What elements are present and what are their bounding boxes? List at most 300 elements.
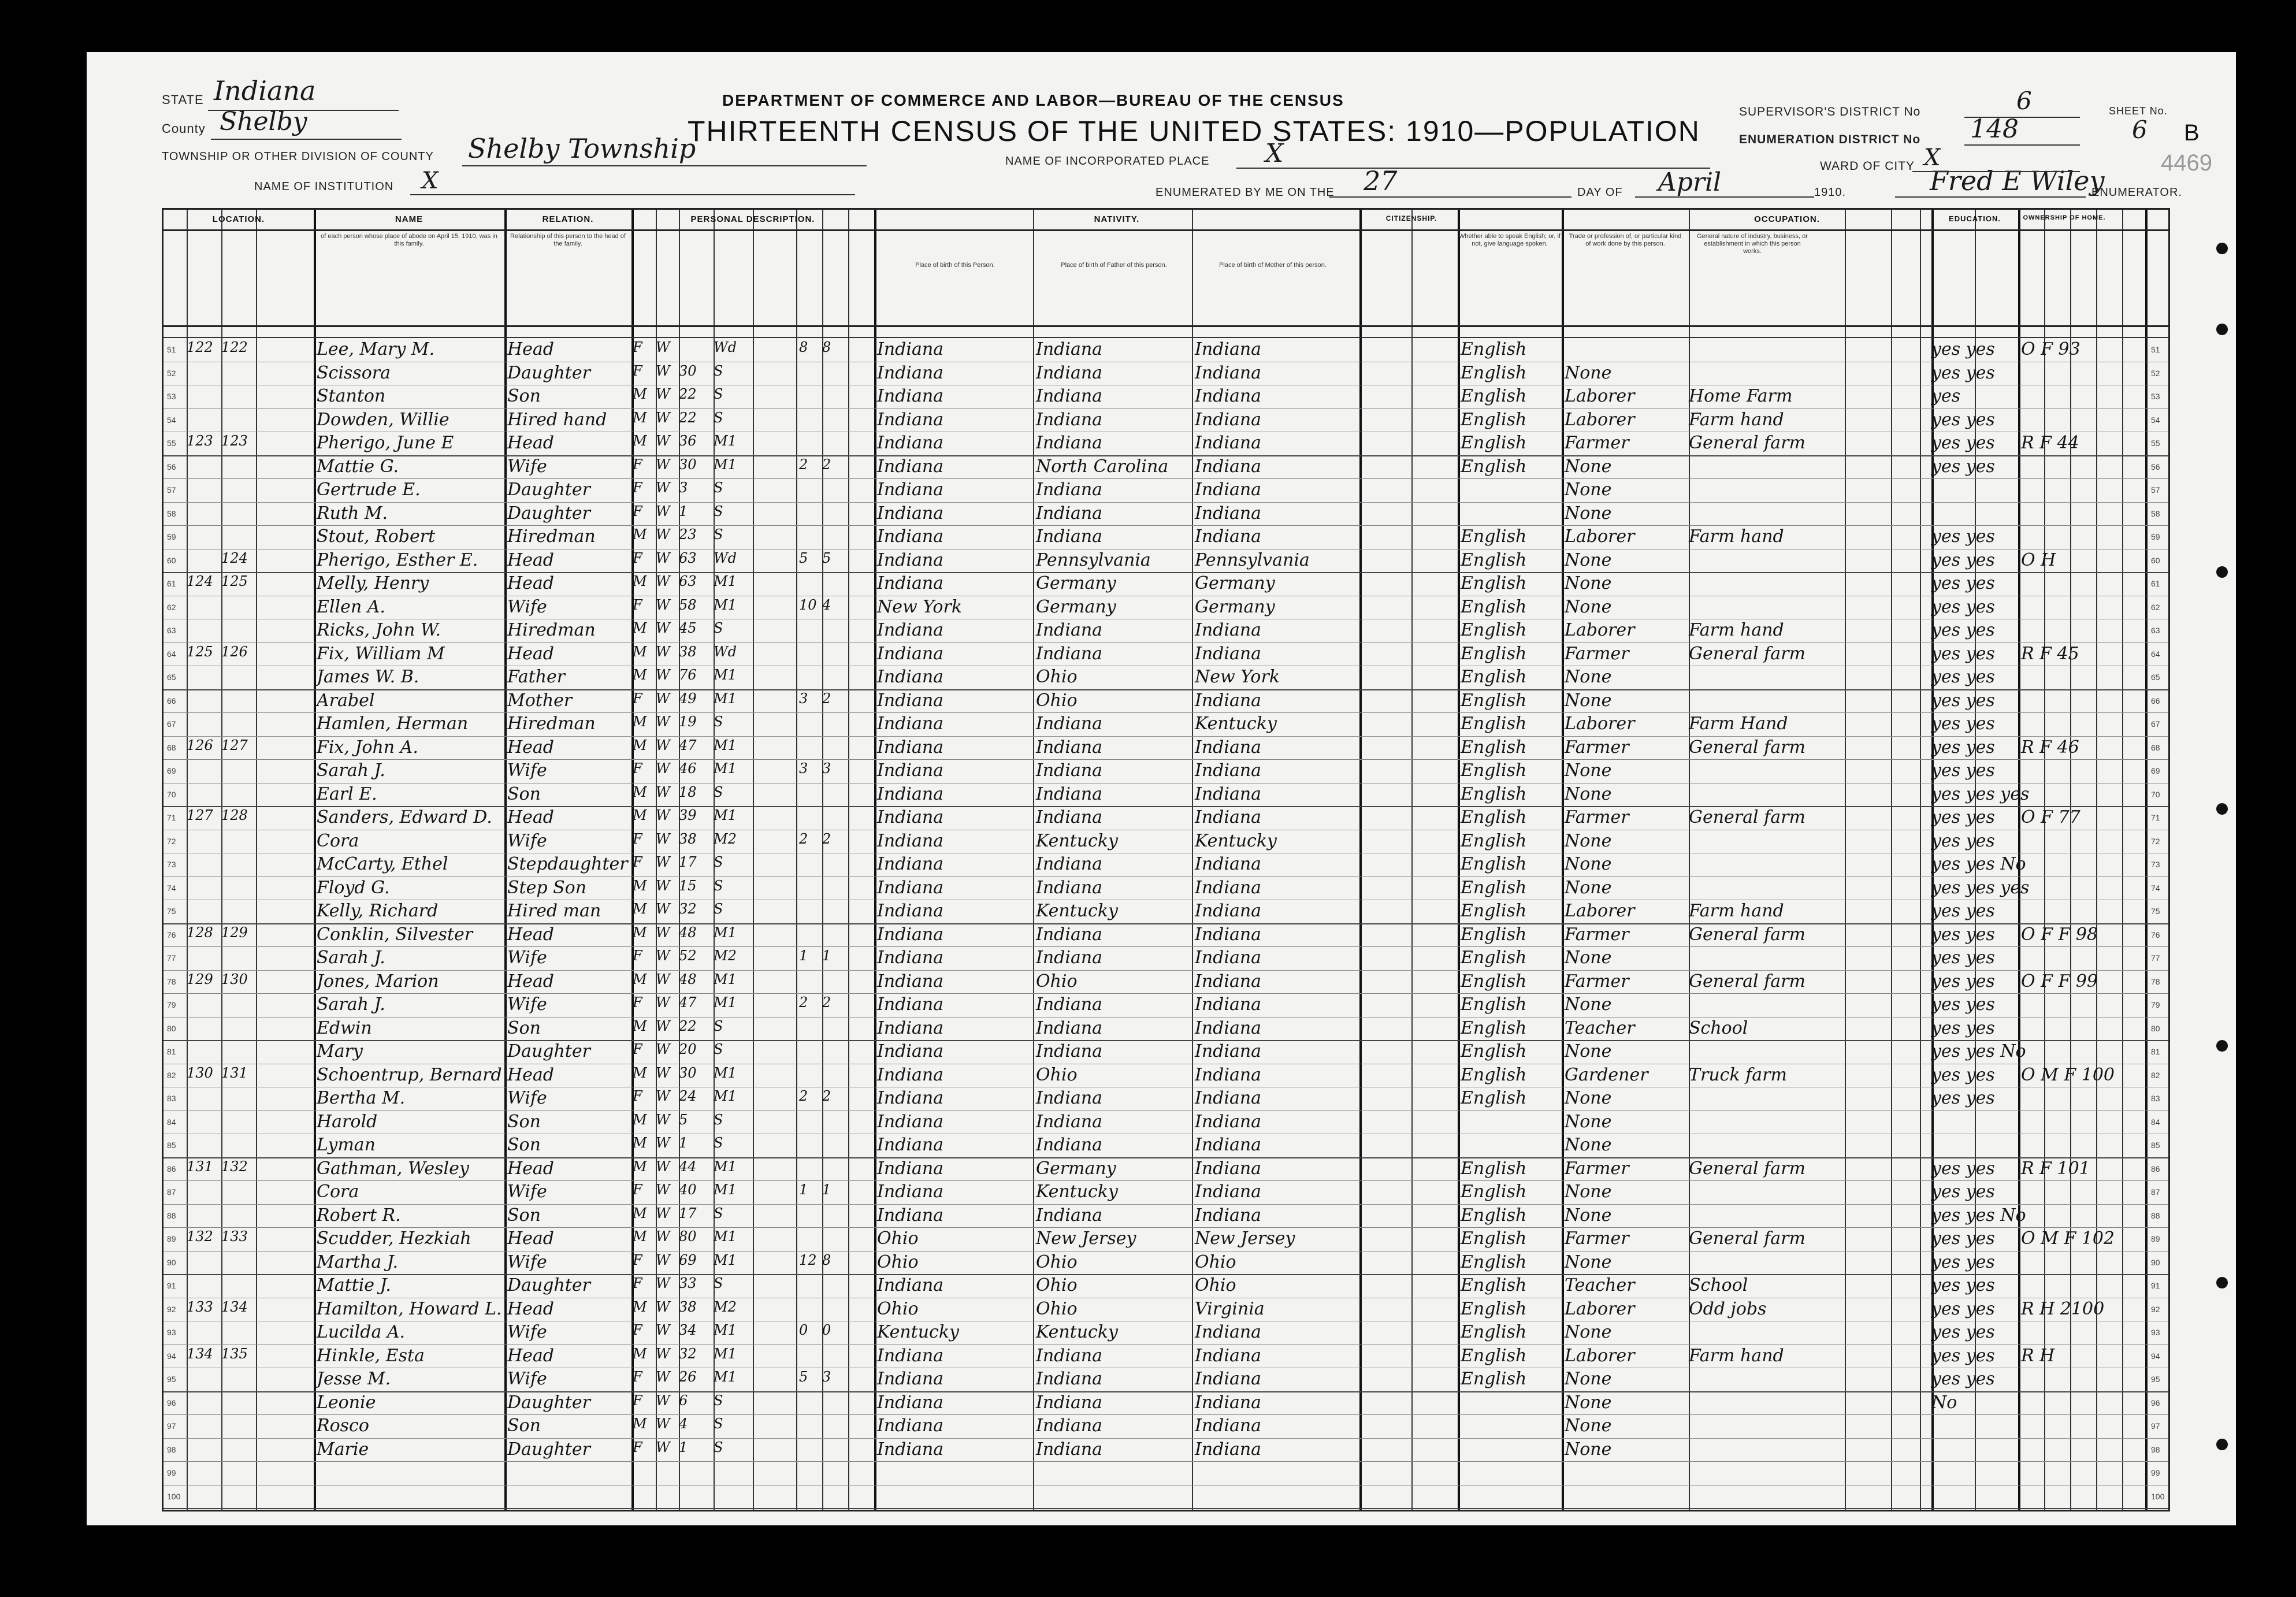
cell-mother: Indiana — [1195, 971, 1262, 991]
cell-name: Kelly, Richard — [317, 901, 439, 921]
cell-relation — [507, 1462, 631, 1485]
cell-trade: None — [1565, 503, 1612, 523]
cell-mother: Indiana — [1195, 480, 1262, 500]
line-number: 59 — [167, 532, 176, 541]
cell-mother: Indiana — [1195, 901, 1262, 921]
cell-family — [221, 1205, 256, 1228]
cell-age: 30 — [679, 1064, 697, 1081]
cell-marital: M1 — [714, 1322, 737, 1338]
cell-marital: M1 — [714, 1158, 737, 1175]
cell-relation: Hired man — [507, 901, 601, 921]
cell-relation: Wife — [507, 1088, 547, 1108]
cell-name — [317, 1486, 504, 1509]
cell-industry: Home Farm — [1689, 386, 1793, 406]
cell-marital: S — [714, 1111, 723, 1128]
cell-race: W — [656, 948, 670, 964]
cell-race: W — [656, 1298, 670, 1315]
line-number: 52 — [167, 368, 176, 378]
cell-born: 2 — [799, 994, 808, 1011]
cell-age: 44 — [679, 1158, 697, 1175]
cell-name: Melly, Henry — [317, 573, 429, 593]
cell-language — [1461, 1392, 1562, 1415]
cell-industry — [1689, 480, 1845, 502]
cell-language: English — [1461, 596, 1527, 617]
cell-sex: M — [633, 643, 647, 660]
cell-home — [2021, 1112, 2168, 1134]
cell-name: Lee, Mary M. — [317, 339, 435, 359]
line-number: 92 — [167, 1304, 176, 1314]
cell-living — [822, 433, 845, 455]
cell-mother: Indiana — [1195, 620, 1262, 640]
cell-race: W — [656, 1158, 670, 1175]
cell-home: O F F 98 — [2021, 924, 2098, 945]
cell-age: 22 — [679, 409, 697, 426]
cell-relation: Head — [507, 643, 555, 664]
cell-relation: Hiredman — [507, 526, 596, 547]
cell-education: yes yes — [1931, 1275, 1995, 1295]
cell-father: North Carolina — [1036, 456, 1169, 477]
line-number-right: 67 — [2151, 719, 2160, 729]
cell-relation: Daughter — [507, 480, 590, 500]
cell-father: Indiana — [1036, 1369, 1103, 1389]
cell-name: Lucilda A. — [317, 1322, 406, 1342]
cell-language — [1461, 1486, 1562, 1509]
cell-birth: Indiana — [877, 433, 944, 453]
cell-race: W — [656, 877, 670, 894]
cell-marital: M2 — [714, 830, 737, 847]
line-number-right: 81 — [2151, 1047, 2160, 1056]
cell-mother: Indiana — [1195, 409, 1262, 430]
cell-dwelling: 131 — [187, 1158, 213, 1175]
cell-birth: Indiana — [877, 901, 944, 921]
cell-family — [221, 901, 256, 923]
line-number-right: 77 — [2151, 953, 2160, 963]
cell-sex: F — [633, 362, 642, 379]
cell-marital: M2 — [714, 1298, 737, 1315]
cell-trade: None — [1565, 948, 1612, 968]
cell-living — [822, 1228, 845, 1251]
cell-sex: M — [633, 526, 647, 543]
cell-sex: M — [633, 620, 647, 636]
day-of-label: DAY OF — [1577, 186, 1623, 199]
cell-trade: Farmer — [1565, 643, 1629, 664]
cell-mother: Indiana — [1195, 1345, 1262, 1366]
cell-age: 32 — [679, 901, 697, 917]
cell-trade: None — [1565, 549, 1612, 570]
cell-marital: S — [714, 877, 723, 894]
cell-living — [822, 1392, 845, 1415]
cell-birth: Indiana — [877, 549, 944, 570]
cell-relation: Head — [507, 1228, 555, 1249]
cell-birth: Indiana — [877, 994, 944, 1015]
cell-sex: F — [633, 1041, 642, 1057]
cell-language: English — [1461, 1017, 1527, 1038]
cell-living: 3 — [822, 760, 831, 777]
cell-name: Gertrude E. — [317, 480, 421, 500]
cell-home — [2021, 1135, 2168, 1157]
cell-industry — [1689, 1205, 1845, 1228]
cell-name: Hinkle, Esta — [317, 1345, 425, 1366]
line-number: 97 — [167, 1421, 176, 1431]
cell-age: 38 — [679, 1298, 697, 1315]
cell-age: 47 — [679, 737, 697, 753]
cell-name: Mattie G. — [317, 456, 399, 477]
cell-relation: Wife — [507, 948, 547, 968]
cell-dwelling: 128 — [187, 924, 213, 941]
cell-father: Germany — [1036, 596, 1116, 617]
cell-race: W — [656, 971, 670, 987]
cell-birth: Indiana — [877, 971, 944, 991]
cell-dwelling — [187, 410, 221, 432]
cell-dwelling — [187, 1182, 221, 1204]
cell-name: Harold — [317, 1111, 378, 1132]
cell-education: yes yes — [1931, 1228, 1995, 1249]
cell-living: 2 — [822, 994, 831, 1011]
cell-birth: Indiana — [877, 854, 944, 874]
cell-sex: F — [633, 760, 642, 777]
cell-born — [799, 620, 822, 642]
cell-marital: M1 — [714, 994, 737, 1011]
cell-sex: F — [633, 596, 642, 613]
cell-relation: Head — [507, 1064, 555, 1085]
cell-born — [799, 386, 822, 408]
cell-industry: General farm — [1689, 1228, 1805, 1249]
cell-father: Indiana — [1036, 924, 1103, 945]
line-number-right: 74 — [2151, 883, 2160, 893]
cell-birth — [877, 1462, 1033, 1485]
line-number-right: 56 — [2151, 462, 2160, 471]
cell-trade: None — [1565, 667, 1612, 687]
cell-relation: Head — [507, 971, 555, 991]
cell-living: 1 — [822, 1182, 831, 1198]
cell-trade — [1565, 339, 1689, 362]
cell-education: yes yes — [1931, 433, 1995, 453]
enumerator-label: ENUMERATOR. — [2091, 186, 2182, 199]
cell-race: W — [656, 1369, 670, 1385]
cell-race — [656, 1486, 679, 1509]
cell-education — [1931, 1439, 2018, 1462]
cell-dwelling — [187, 1322, 221, 1345]
cell-dwelling — [187, 386, 221, 408]
line-number: 70 — [167, 789, 176, 799]
cell-marital: S — [714, 526, 723, 543]
cell-home — [2021, 667, 2168, 689]
cell-sex: F — [633, 549, 642, 566]
cell-family: 127 — [221, 737, 248, 753]
cell-living — [822, 667, 845, 689]
cell-born — [799, 1158, 822, 1181]
cell-family: 130 — [221, 971, 248, 987]
cell-age — [679, 1486, 714, 1509]
line-number: 95 — [167, 1375, 176, 1384]
cell-family — [221, 1018, 256, 1041]
cell-education: yes yes — [1931, 1064, 1995, 1085]
cell-home — [2021, 994, 2168, 1017]
line-number-right: 92 — [2151, 1304, 2160, 1314]
line-number-right: 70 — [2151, 789, 2160, 799]
cell-dwelling: 122 — [187, 339, 213, 355]
cell-birth: Ohio — [877, 1228, 919, 1249]
cell-living — [822, 1346, 845, 1368]
cell-name: Conklin, Silvester — [317, 924, 473, 945]
cell-living: 8 — [822, 1251, 831, 1268]
cell-home — [2021, 526, 2168, 549]
cell-sex: M — [633, 1228, 647, 1245]
line-number-right: 75 — [2151, 907, 2160, 916]
cell-home — [2021, 854, 2168, 877]
cell-race: W — [656, 760, 670, 777]
cell-living: 3 — [822, 1369, 831, 1385]
cell-marital: S — [714, 503, 723, 519]
cell-race: W — [656, 1017, 670, 1034]
census-table — [162, 208, 2170, 1511]
cell-industry — [1689, 1486, 1845, 1509]
cell-mother: Indiana — [1195, 1017, 1262, 1038]
industry-note: General nature of industry, business, or establishment in which this person works. — [1697, 233, 1808, 255]
cell-trade: None — [1565, 1416, 1612, 1436]
cell-age: 18 — [679, 783, 697, 800]
cell-sex: F — [633, 1182, 642, 1198]
cell-father: Indiana — [1036, 948, 1103, 968]
cell-father: Kentucky — [1036, 1182, 1118, 1202]
cell-relation: Daughter — [507, 1275, 590, 1295]
cell-education: yes yes — [1931, 807, 1995, 827]
cell-sex: M — [633, 737, 647, 753]
cell-sex: F — [633, 1392, 642, 1409]
cell-family — [221, 854, 256, 877]
cell-industry: Farm Hand — [1689, 714, 1788, 734]
cell-trade: None — [1565, 830, 1612, 851]
cell-relation: Son — [507, 386, 541, 406]
cell-language: English — [1461, 1322, 1527, 1342]
cell-marital: S — [714, 1135, 723, 1151]
cell-trade: None — [1565, 362, 1612, 383]
cell-age: 45 — [679, 620, 697, 636]
cell-marital: S — [714, 783, 723, 800]
cell-age: 63 — [679, 573, 697, 589]
cell-mother: Kentucky — [1195, 830, 1277, 851]
cell-birth: Indiana — [877, 1345, 944, 1366]
cell-industry — [1689, 948, 1845, 970]
cell-birth: Indiana — [877, 1369, 944, 1389]
cell-family — [221, 1462, 256, 1485]
cell-age: 46 — [679, 760, 697, 777]
cell-birth: Indiana — [877, 714, 944, 734]
cell-name: Dowden, Willie — [317, 409, 449, 430]
cell-family — [221, 1112, 256, 1134]
cell-family — [221, 1322, 256, 1345]
binding-hole — [2216, 803, 2228, 815]
cell-dwelling — [187, 503, 221, 526]
line-number: 80 — [167, 1023, 176, 1033]
cell-age: 76 — [679, 667, 697, 683]
cell-industry — [1689, 854, 1845, 877]
cell-family: 135 — [221, 1345, 248, 1362]
cell-industry — [1689, 1252, 1845, 1275]
cell-birth: Indiana — [877, 877, 944, 898]
cell-born — [799, 1439, 822, 1462]
cell-industry: General farm — [1689, 433, 1805, 453]
cell-name: Floyd G. — [317, 877, 390, 898]
cell-mother: Indiana — [1195, 854, 1262, 874]
cell-father: Indiana — [1036, 877, 1103, 898]
cell-education: yes yes — [1931, 573, 1995, 593]
cell-born — [799, 971, 822, 994]
cell-born — [799, 1416, 822, 1438]
cell-relation: Step Son — [507, 877, 587, 898]
cell-sex: F — [633, 503, 642, 519]
cell-mother: Indiana — [1195, 1135, 1262, 1155]
cell-language: English — [1461, 362, 1527, 383]
cell-marital: S — [714, 1041, 723, 1057]
cell-dwelling — [187, 1252, 221, 1275]
cell-birth: Indiana — [877, 1416, 944, 1436]
line-number: 57 — [167, 485, 176, 495]
cell-sex: M — [633, 1017, 647, 1034]
line-number-right: 99 — [2151, 1468, 2160, 1477]
cell-dwelling — [187, 456, 221, 479]
cell-age: 40 — [679, 1182, 697, 1198]
cell-living — [822, 1299, 845, 1321]
cell-family — [221, 410, 256, 432]
cell-marital: M1 — [714, 1064, 737, 1081]
cell-education — [1931, 480, 2018, 502]
cell-dwelling — [187, 854, 221, 877]
cell-dwelling: 130 — [187, 1064, 213, 1081]
cell-age: 33 — [679, 1275, 697, 1291]
cell-family: 131 — [221, 1064, 248, 1081]
line-number-right: 83 — [2151, 1094, 2160, 1103]
cell-birth: New York — [877, 596, 962, 617]
cell-living — [822, 1416, 845, 1438]
cell-marital: S — [714, 480, 723, 496]
cell-father: Ohio — [1036, 971, 1078, 991]
cell-marital: S — [714, 901, 723, 917]
cell-living — [822, 480, 845, 502]
cell-language: English — [1461, 1088, 1527, 1108]
cell-mother: Germany — [1195, 596, 1275, 617]
cell-relation: Wife — [507, 596, 547, 617]
cell-marital: Wd — [714, 549, 737, 566]
cell-birth: Indiana — [877, 807, 944, 827]
cell-race: W — [656, 1251, 670, 1268]
cell-industry — [1689, 1088, 1845, 1111]
cell-trade: Farmer — [1565, 924, 1629, 945]
cell-industry: School — [1689, 1275, 1748, 1295]
cell-father: Indiana — [1036, 1111, 1103, 1132]
cell-language: English — [1461, 1205, 1527, 1225]
cell-sex: M — [633, 1111, 647, 1128]
cell-home: R F 45 — [2021, 643, 2079, 664]
cell-trade: None — [1565, 456, 1612, 477]
cell-birth: Indiana — [877, 1088, 944, 1108]
cell-sex: F — [633, 948, 642, 964]
cell-born — [799, 363, 822, 385]
cell-education: yes yes No — [1931, 854, 2026, 874]
cell-father: Ohio — [1036, 1251, 1078, 1272]
cell-born — [799, 714, 822, 736]
cell-home: R H — [2021, 1345, 2055, 1366]
cell-language: English — [1461, 1041, 1527, 1061]
cell-race: W — [656, 690, 670, 707]
cell-language: English — [1461, 714, 1527, 734]
line-number: 98 — [167, 1444, 176, 1454]
cell-home: O F 93 — [2021, 339, 2080, 359]
cell-education: yes yes — [1931, 901, 1995, 921]
cell-industry — [1689, 1462, 1845, 1485]
cell-industry — [1689, 503, 1845, 526]
cell-living — [822, 1135, 845, 1157]
cell-relation: Head — [507, 1345, 555, 1366]
cell-race: W — [656, 1111, 670, 1128]
cell-language: English — [1461, 901, 1527, 921]
cell-born — [799, 573, 822, 596]
cell-race: W — [656, 901, 670, 917]
cell-family — [221, 948, 256, 970]
cell-education: yes yes — [1931, 830, 1995, 851]
cell-sex: M — [633, 1345, 647, 1362]
cell-name: Pherigo, Esther E. — [317, 549, 478, 570]
line-number: 68 — [167, 742, 176, 752]
cell-mother: Pennsylvania — [1195, 549, 1310, 570]
cell-dwelling — [187, 1275, 221, 1298]
line-number: 75 — [167, 907, 176, 916]
cell-name — [317, 1462, 504, 1485]
line-number-right: 93 — [2151, 1328, 2160, 1337]
cell-race: W — [656, 1182, 670, 1198]
cell-age: 36 — [679, 433, 697, 449]
cell-relation: Son — [507, 783, 541, 804]
line-number-right: 52 — [2151, 368, 2160, 378]
line-number-right: 57 — [2151, 485, 2160, 495]
cell-language: English — [1461, 948, 1527, 968]
cell-marital: M1 — [714, 433, 737, 449]
place-value: X — [1265, 139, 1284, 168]
cell-family — [221, 1252, 256, 1275]
cell-name: Lyman — [317, 1135, 376, 1155]
cell-language: English — [1461, 737, 1527, 757]
cell-sex: M — [633, 1416, 647, 1432]
cell-education: yes yes — [1931, 643, 1995, 664]
cell-relation: Head — [507, 737, 555, 757]
cell-born: 1 — [799, 948, 808, 964]
cell-relation: Son — [507, 1205, 541, 1225]
cell-industry: General farm — [1689, 807, 1805, 827]
cell-birth: Indiana — [877, 1064, 944, 1085]
cell-sex: F — [633, 1275, 642, 1291]
cell-family: 126 — [221, 643, 248, 660]
cell-mother: Indiana — [1195, 877, 1262, 898]
cell-industry — [1689, 1182, 1845, 1204]
cell-industry — [1689, 1369, 1845, 1391]
cell-family: 132 — [221, 1158, 248, 1175]
cell-father: Ohio — [1036, 1298, 1078, 1319]
binding-hole — [2216, 243, 2228, 254]
cell-born — [799, 1065, 822, 1087]
cell-birth: Indiana — [877, 924, 944, 945]
cell-home — [2021, 1205, 2168, 1228]
line-number: 56 — [167, 462, 176, 471]
cell-home — [2021, 503, 2168, 526]
cell-marital: Wd — [714, 643, 737, 660]
line-number: 79 — [167, 1000, 176, 1009]
line-number-right: 55 — [2151, 439, 2160, 448]
education-heading: EDUCATION. — [1949, 214, 2001, 223]
cell-sex: M — [633, 1298, 647, 1315]
cell-marital: S — [714, 386, 723, 402]
cell-mother: Indiana — [1195, 1158, 1262, 1179]
line-number: 76 — [167, 930, 176, 939]
